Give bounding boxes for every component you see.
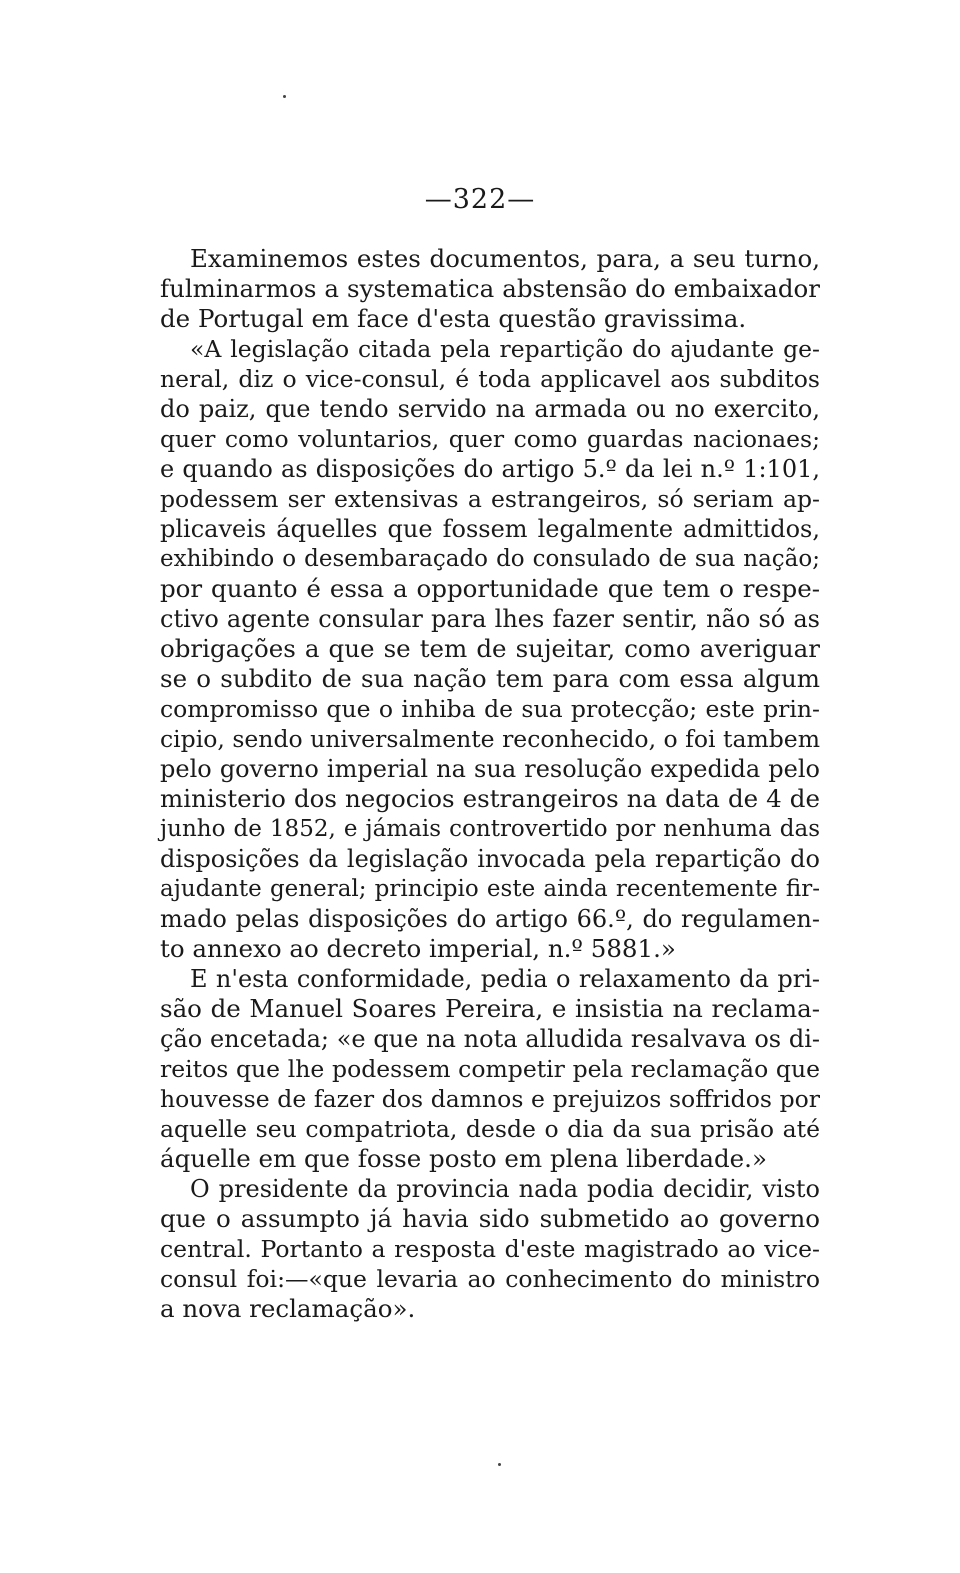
- text-line: se o subdito de sua nação tem para com essa algum: [160, 664, 820, 693]
- text-line: central. Portanto a resposta d'este magistrado ao vice-: [160, 1235, 820, 1263]
- text-line: houvesse de fazer dos damnos e prejuizos soffridos por: [160, 1085, 820, 1113]
- page-number: —322—: [424, 184, 536, 215]
- text-line: reitos que lhe podessem competir pela reclamação que: [160, 1055, 820, 1083]
- text-line: to annexo ao decreto imperial, n.º 5881.»: [160, 934, 676, 963]
- text-line: fulminarmos a systematica abstensão do embaixador: [160, 274, 820, 303]
- text-line: disposições da legislação invocada pela repartição do: [160, 845, 820, 873]
- text-line: E n'esta conformidade, pedia o relaxamento da pri-: [190, 965, 820, 993]
- text-line: cipio, sendo universalmente reconhecido, o foi tambem: [160, 725, 820, 753]
- text-line: Examinemos estes documentos, para, a seu turno,: [190, 244, 820, 273]
- text-line: ministerio dos negocios estrangeiros na data de 4 de: [160, 784, 820, 813]
- text-line: áquelle em que fosse posto em plena liberdade.»: [160, 1144, 767, 1173]
- text-line: ajudante general; principio este ainda recentemente fir-: [160, 876, 820, 902]
- text-line: e quando as disposições do artigo 5.º da lei n.º 1:101,: [160, 455, 820, 483]
- text-line: por quanto é essa a opportunidade que tem o respe-: [160, 574, 820, 603]
- text-line: aquelle seu compatriota, desde o dia da sua prisão até: [160, 1115, 820, 1143]
- paper-speck: [283, 95, 286, 98]
- text-line: junho de 1852, e jámais controvertido por nenhuma das: [160, 816, 820, 842]
- text-line: ctivo agente consular para lhes fazer sentir, não só as: [160, 605, 820, 633]
- text-line: quer como voluntarios, quer como guardas nacionaes;: [160, 425, 820, 453]
- text-line: mado pelas disposições do artigo 66.º, do regulamen-: [160, 905, 820, 933]
- text-line: «A legislação citada pela repartição do ajudante ge-: [190, 335, 820, 363]
- paper-speck: [498, 1463, 501, 1466]
- text-line: O presidente da provincia nada podia decidir, visto: [190, 1175, 820, 1203]
- text-line: podessem ser extensivas a estrangeiros, só seriam ap-: [160, 485, 820, 513]
- text-line: são de Manuel Soares Pereira, e insistia na reclama-: [160, 994, 820, 1023]
- text-line: compromisso que o inhiba de sua protecção; este prin-: [160, 695, 820, 723]
- text-line: neral, diz o vice-consul, é toda applicavel aos subditos: [160, 365, 820, 393]
- text-line: a nova reclamação».: [160, 1294, 416, 1323]
- text-line: pelo governo imperial na sua resolução expedida pelo: [160, 755, 820, 783]
- text-line: obrigações a que se tem de sujeitar, como averiguar: [160, 634, 820, 663]
- text-line: exhibindo o desembaraçado do consulado de sua nação;: [160, 546, 820, 572]
- text-line: ção encetada; «e que na nota alludida resalvava os di-: [160, 1025, 820, 1053]
- text-line: plicaveis áquelles que fossem legalmente admittidos,: [160, 515, 820, 543]
- text-line: do paiz, que tendo servido na armada ou no exercito,: [160, 395, 820, 423]
- text-line: de Portugal em face d'esta questão gravissima.: [160, 304, 747, 333]
- body-text: [160, 244, 820, 1324]
- text-line: consul foi:—«que levaria ao conhecimento do ministro: [160, 1265, 820, 1293]
- text-line: que o assumpto já havia sido submetido ao governo: [160, 1204, 820, 1233]
